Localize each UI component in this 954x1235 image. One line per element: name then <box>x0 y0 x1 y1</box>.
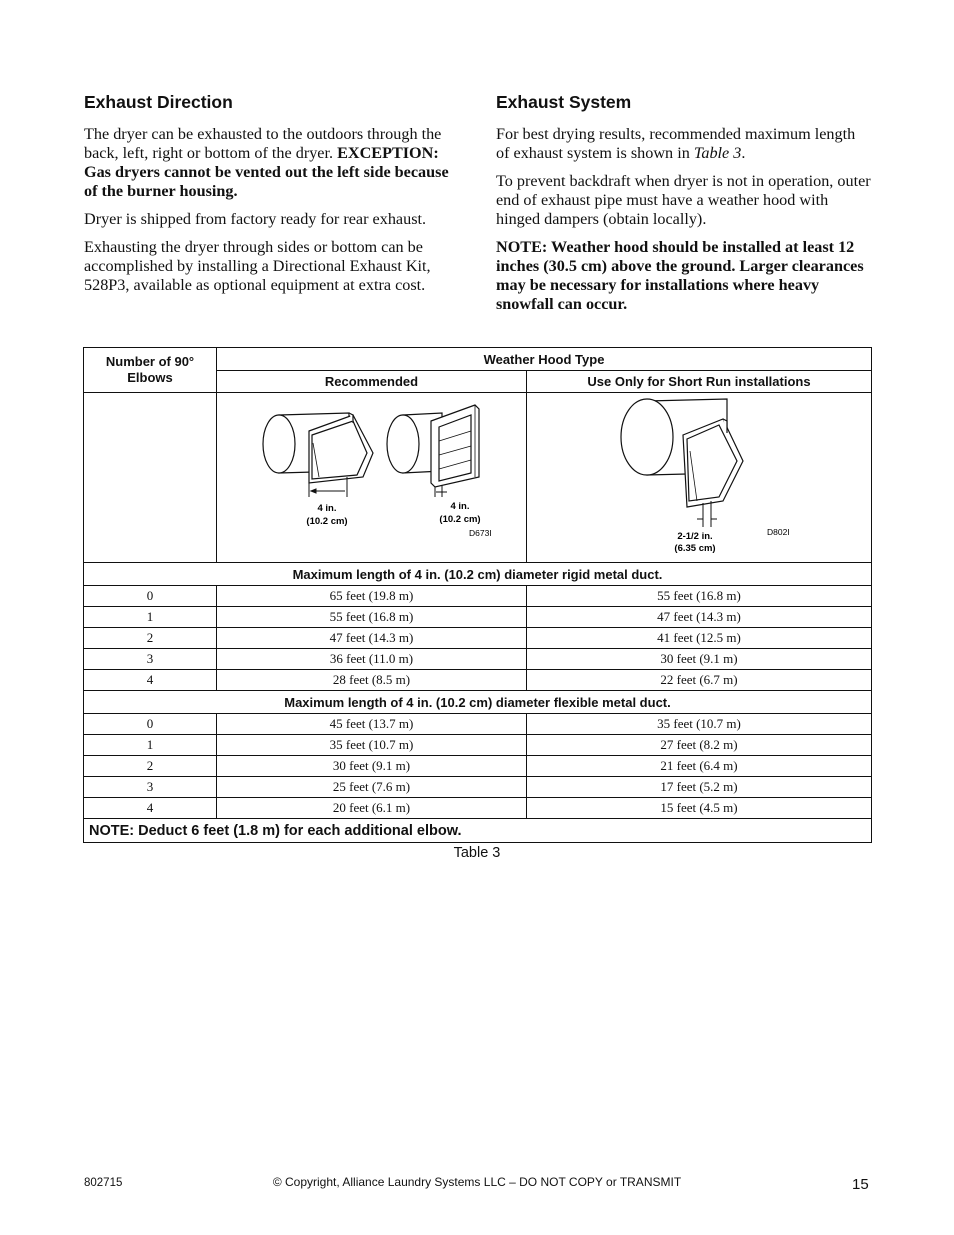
elbows-cell: 1 <box>84 607 217 628</box>
exhaust-direction-paragraph-3: Exhausting the dryer through sides or bottom can be accomplished by installing a Directional Exhaust Kit, 528P3, available as optional equipment at extra cost. <box>84 238 431 294</box>
exhaust-direction-paragraph-1 <box>84 125 459 201</box>
rec-dim-1-inches: 4 in. <box>317 503 337 514</box>
exhaust-length-table <box>83 347 872 843</box>
table-row <box>84 777 872 798</box>
short-run-length-cell: 41 feet (12.5 m) <box>527 628 872 649</box>
exhaust-direction-paragraph-2: Dryer is shipped from factory ready for rear exhaust. <box>84 210 427 228</box>
short-dim-inches: 2-1/2 in. <box>677 531 713 542</box>
exhaust-system-paragraph-2: To prevent backdraft when dryer is not in operation, outer end of exhaust pipe must have a weather hood with hinged dampers (obtain locally). <box>496 172 871 228</box>
recommended-hoods-illustration-cell <box>217 393 527 563</box>
recommended-length-cell: 35 feet (10.7 m) <box>217 735 527 756</box>
elbows-column-header: Number of 90° Elbows <box>84 348 217 393</box>
illustration-blank-cell <box>84 393 217 563</box>
table-row <box>84 607 872 628</box>
short-run-hood-illustration <box>527 393 872 557</box>
table-row <box>84 586 872 607</box>
table-row <box>84 735 872 756</box>
elbows-cell: 2 <box>84 628 217 649</box>
recommended-length-cell: 20 feet (6.1 m) <box>217 798 527 819</box>
short-run-length-cell: 21 feet (6.4 m) <box>527 756 872 777</box>
elbows-cell: 3 <box>84 777 217 798</box>
short-run-length-cell: 47 feet (14.3 m) <box>527 607 872 628</box>
exhaust-system-paragraph-1 <box>496 125 871 163</box>
short-run-length-cell: 30 feet (9.1 m) <box>527 649 872 670</box>
recommended-column-header: Recommended <box>217 371 527 393</box>
weather-hood-note: NOTE: Weather hood should be installed at least 12 inches (30.5 cm) above the ground. Larger clearances may be necessary for installations where heavy snowfall can occur. <box>496 238 864 313</box>
square-vent-hood-icon <box>387 405 479 487</box>
short-run-length-cell: 55 feet (16.8 m) <box>527 586 872 607</box>
short-dim-cm: (6.35 cm) <box>674 543 716 554</box>
page-number: 15 <box>852 1176 869 1193</box>
recommended-length-cell: 65 feet (19.8 m) <box>217 586 527 607</box>
table-caption: Table 3 <box>453 845 501 861</box>
exhaust-direction-heading: Exhaust Direction <box>84 92 233 112</box>
slanted-hood-icon <box>621 399 743 507</box>
short-run-length-cell: 27 feet (8.2 m) <box>527 735 872 756</box>
short-run-column-header: Use Only for Short Run installations <box>527 371 872 393</box>
elbows-cell: 0 <box>84 714 217 735</box>
exhaust-system-section <box>496 92 871 323</box>
recommended-length-cell: 47 feet (14.3 m) <box>217 628 527 649</box>
recommended-length-cell: 30 feet (9.1 m) <box>217 756 527 777</box>
weather-hood-type-header: Weather Hood Type <box>217 348 872 371</box>
exhaust-direction-section <box>84 92 459 304</box>
short-run-hood-illustration-cell <box>527 393 872 563</box>
short-run-length-cell: 17 feet (5.2 m) <box>527 777 872 798</box>
rec-dim-2-inches: 4 in. <box>450 501 470 512</box>
recommended-hoods-illustration <box>217 393 527 557</box>
rec-dim-1-cm: (10.2 cm) <box>306 516 348 527</box>
table-row <box>84 670 872 691</box>
rec-dim-2-cm: (10.2 cm) <box>439 514 481 525</box>
table-row <box>84 714 872 735</box>
table-row <box>84 628 872 649</box>
short-run-length-cell: 15 feet (4.5 m) <box>527 798 872 819</box>
copyright-notice: © Copyright, Alliance Laundry Systems LLC – DO NOT COPY or TRANSMIT <box>272 1175 682 1189</box>
document-number: 802715 <box>84 1177 123 1189</box>
table-row <box>84 756 872 777</box>
short-figure-code: D802I <box>767 527 790 537</box>
recommended-length-cell: 45 feet (13.7 m) <box>217 714 527 735</box>
flexible-duct-section-header: Maximum length of 4 in. (10.2 cm) diameter flexible metal duct. <box>84 691 872 714</box>
recommended-length-cell: 55 feet (16.8 m) <box>217 607 527 628</box>
rigid-duct-section-header: Maximum length of 4 in. (10.2 cm) diameter rigid metal duct. <box>84 563 872 586</box>
elbows-cell: 0 <box>84 586 217 607</box>
elbows-cell: 4 <box>84 798 217 819</box>
short-run-length-cell: 22 feet (6.7 m) <box>527 670 872 691</box>
exhaust-system-heading: Exhaust System <box>496 92 632 112</box>
additional-elbow-note: NOTE: Deduct 6 feet (1.8 m) for each additional elbow. <box>84 819 872 843</box>
recommended-length-cell: 25 feet (7.6 m) <box>217 777 527 798</box>
paragraph-text: The dryer can be exhausted to the outdoors through the back, left, right or bottom of the dryer. <box>84 125 442 162</box>
table-reference: Table 3 <box>693 144 742 162</box>
table-row <box>84 649 872 670</box>
recommended-length-cell: 36 feet (11.0 m) <box>217 649 527 670</box>
short-run-length-cell: 35 feet (10.7 m) <box>527 714 872 735</box>
paragraph-end: . <box>741 144 746 162</box>
rec-figure-code: D673I <box>469 528 492 538</box>
elbows-cell: 1 <box>84 735 217 756</box>
table-row <box>84 798 872 819</box>
louvered-hood-icon <box>263 413 373 483</box>
exception-text: EXCEPTION: Gas dryers cannot be vented out the left side because of the burner housing. <box>84 144 449 200</box>
elbows-cell: 2 <box>84 756 217 777</box>
elbows-cell: 4 <box>84 670 217 691</box>
recommended-length-cell: 28 feet (8.5 m) <box>217 670 527 691</box>
paragraph-text: For best drying results, recommended maximum length of exhaust system is shown in <box>496 125 856 162</box>
elbows-cell: 3 <box>84 649 217 670</box>
